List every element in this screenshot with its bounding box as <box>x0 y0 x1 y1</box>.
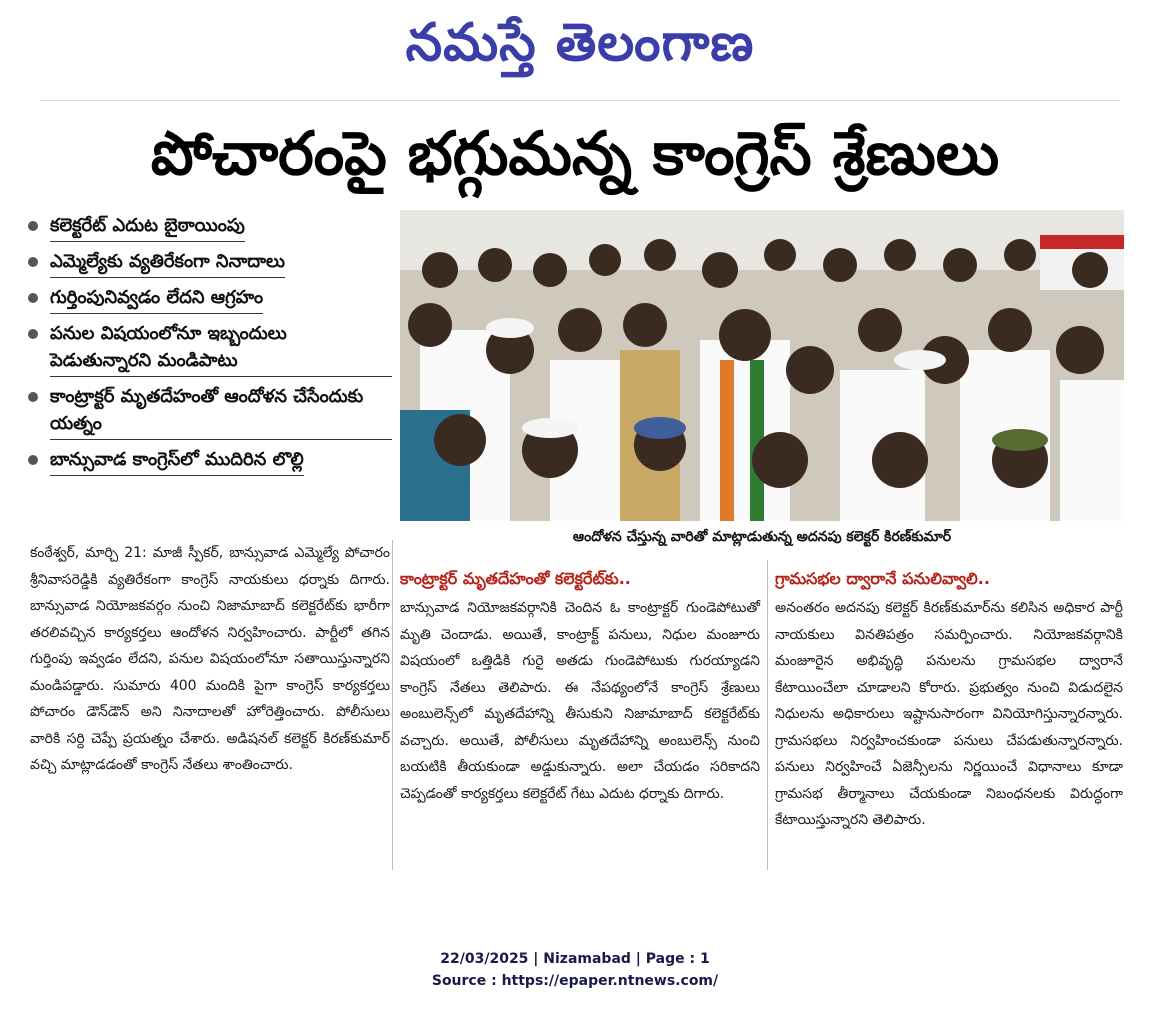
bullet-item <box>22 212 392 242</box>
bullet-dot-icon <box>28 257 38 267</box>
bullet-text: గుర్తింపునివ్వడం లేదని ఆగ్రహం <box>50 284 263 314</box>
bullet-item <box>22 248 392 278</box>
bullet-item <box>22 446 392 476</box>
article-column-1: కంఠేశ్వర్, మార్చి 21: మాజీ స్పీకర్, బాన్సువాడ ఎమ్మెల్యే పోచారం శ్రీనివాసరెడ్డికి వ్యతిరేకంగా కాంగ్రెస్ నాయకులు ధర్నాకు దిగారు. బాన్సువాడ నియోజకవర్గం నుంచి నిజామాబాద్ కలెక్టరేట్‌కు భారీగా తరలివచ్చిన కార్యకర్తలు ఆందోళన నిర్వహించారు. పార్టీలో తగిన గుర్తింపు ఇవ్వడం లేదని, పనుల విషయంలోనూ సతాయిస్తున్నారని మండిపడ్డారు. సుమారు 400 మందికి పైగా కాంగ్రెస్ కార్యకర్తలు పోచారం డౌన్‌డౌన్ అని నినాదాలతో హోరెత్తించారు. పోలీసులు వారికి సర్ది చెప్పే ప్రయత్నం చేశారు. అడిషనల్ కలెక్టర్ కిరణ్‌కుమార్ వచ్చి మాట్లాడడంతో కాంగ్రెస్ నేతలు శాంతించారు. <box>30 545 390 773</box>
bullet-dot-icon <box>28 392 38 402</box>
column-divider <box>392 540 393 870</box>
bullet-item <box>22 383 392 440</box>
bullet-dot-icon <box>28 221 38 231</box>
footer-source-link[interactable]: Source : https://epaper.ntnews.com/ <box>431 973 719 989</box>
bullet-text: పనుల విషయంలోనూ ఇబ్బందులు పెడుతున్నారని మండిపాటు <box>50 320 392 377</box>
masthead-divider <box>40 100 1120 101</box>
article-headline: పోచారంపై భగ్గుమన్న కాంగ్రెస్ శ్రేణులు <box>150 119 1000 189</box>
bullet-dot-icon <box>28 293 38 303</box>
crowd-photo-illustration <box>400 210 1124 521</box>
column-3-subheading: గ్రామసభల ద్వారానే పనులివ్వాలి.. <box>775 569 990 588</box>
bullet-dot-icon <box>28 455 38 465</box>
bullet-item <box>22 284 392 314</box>
bullet-text: కలెక్టరేట్ ఎదుట బైఠాయింపు <box>50 212 245 242</box>
column-divider <box>767 560 768 870</box>
crowd-photo <box>400 210 1124 521</box>
photo-caption: ఆందోళన చేస్తున్న వారితో మాట్లాడుతున్న అదనపు కలెక్టర్ కిరణ్‌కుమార్ <box>572 529 952 545</box>
bullet-text: బాన్సువాడ కాంగ్రెస్‌లో ముదిరిన లొల్లి <box>50 446 304 476</box>
column-2-subheading: కాంట్రాక్టర్ మృతదేహంతో కలెక్టరేట్‌కు.. <box>400 569 631 588</box>
footer-date-edition: 22/03/2025 | Nizamabad | Page : 1 <box>440 951 710 967</box>
bullet-text: కాంట్రాక్టర్ మృతదేహంతో ఆందోళన చేసేందుకు యత్నం <box>50 383 392 440</box>
newspaper-masthead: నమస్తే తెలంగాణ <box>405 12 755 73</box>
bullet-text: ఎమ్మెల్యేకు వ్యతిరేకంగా నినాదాలు <box>50 248 285 278</box>
page-footer <box>0 948 1150 992</box>
bullet-dot-icon <box>28 329 38 339</box>
article-column-3: అనంతరం అదనపు కలెక్టర్ కిరణ్‌కుమార్‌ను కలిసిన అధికార పార్టీ నాయకులు వినతిపత్రం సమర్పించారు. నియోజకవర్గానికి మంజూరైన అభివృద్ధి పనులను గ్రామసభల ద్వారానే కేటాయించేలా చూడాలని కోరారు. ప్రభుత్వం నుంచి విడుదలైన నిధులను అధికారులు ఇష్టానుసారంగా వినియోగిస్తున్నారన్నారు. గ్రామసభలు నిర్వహించకుండా పనులు చేపడుతున్నారన్నారు. పనులు నిర్వహించే ఏజెన్సీలను నిర్ణయించే విధానాలు కూడా గ్రామసభ తీర్మానాలు చేయకుండా నిబంధనలకు విరుద్ధంగా కేటాయిస్తున్నారని తెలిపారు. <box>775 600 1123 828</box>
highlight-bullets <box>22 212 392 532</box>
article-column-2: బాన్సువాడ నియోజకవర్గానికి చెందిన ఓ కాంట్రాక్టర్ గుండెపోటుతో మృతి చెందాడు. అయితే, కాంట్రాక్ట్ పనులు, నిధుల మంజూరు విషయంలో ఒత్తిడికి గురై అతడు గుండెపోటుకు గురయ్యాడని కాంగ్రెస్ నేతలు తెలిపారు. ఈ నేపథ్యంలోనే కాంగ్రెస్ శ్రేణులు అంబులెన్స్‌లో మృతదేహాన్ని తీసుకుని నిజామాబాద్ కలెక్టరేట్‌కు వచ్చారు. అయితే, పోలీసులు మృతదేహాన్ని అంబులెన్స్ నుంచి బయటికి తీయకుండా అడ్డుకున్నారు. అలా చేయడం సరికాదని చెప్పడంతో కార్యకర్తలు కలెక్టరేట్ గేటు ఎదుట ధర్నాకు దిగారు. <box>400 600 760 802</box>
bullet-item <box>22 320 392 377</box>
